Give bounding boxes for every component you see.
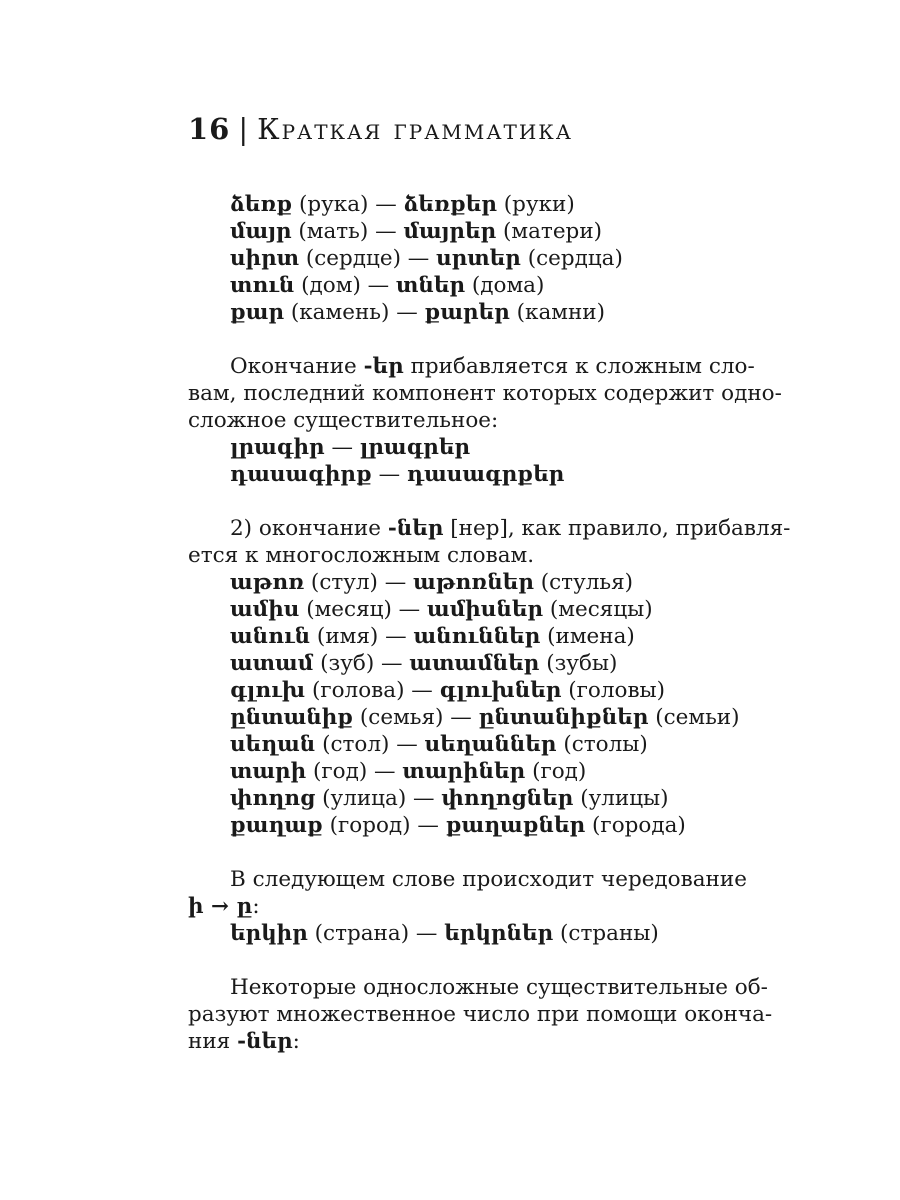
example-line: փողոց (улица) — փողոցներ (улицы) [230,786,669,811]
example-line: անուն (имя) — անուններ (имена) [230,624,635,649]
example-line: տարի (год) — տարիներ (год) [230,759,587,784]
paragraph-line: ния -ներ: [188,1029,300,1054]
example-line: ձեռք (рука) — ձեռքեր (руки) [230,192,575,217]
example-line: սեղան (стол) — սեղաններ (столы) [230,732,648,757]
paragraph-line: Некоторые односложные существительные об- [230,975,768,1000]
example-line: ընտանիք (семья) — ընտանիքներ (семьи) [230,705,740,730]
example-line: ատամ (зуб) — ատամներ (зубы) [230,651,618,676]
paragraph-line: ется к многосложным словам. [188,543,535,568]
example-line: աթոռ (стул) — աթոռներ (стулья) [230,570,634,595]
example-line: լրագիր — լրագրեր [230,435,471,460]
example-line: ամիս (месяц) — ամիսներ (месяцы) [230,597,653,622]
example-line: գլուխ (голова) — գլուխներ (головы) [230,678,666,703]
example-line: սիրտ (сердце) — սրտեր (сердца) [230,246,623,271]
paragraph-line: ի → ը: [188,894,260,919]
paragraph-line: 2) окончание -ներ [нер], как правило, прибавля- [230,516,791,541]
example-line: դասագիրք — դասագրքեր [230,462,565,487]
example-line: քաղաք (город) — քաղաքներ (города) [230,813,686,838]
paragraph-line: сложное существительное: [188,408,499,433]
paragraph-line: разуют множественное число при помощи оконча- [188,1002,773,1027]
paragraph-line: В следующем слове происходит чередование [230,867,747,892]
example-line: մայր (мать) — մայրեր (матери) [230,219,603,244]
header-separator: | [238,112,250,146]
paragraph-line: вам, последний компонент которых содержит одно- [188,381,782,406]
chapter-title: Краткая грамматика [257,112,573,146]
page-number: 16 [188,112,231,146]
paragraph-line: Окончание -եր прибавляется к сложным сло- [230,354,755,379]
running-header [188,112,573,146]
example-line: քար (камень) — քարեր (камни) [230,300,606,325]
example-line: տուն (дом) — տներ (дома) [230,273,545,298]
example-line: երկիր (страна) — երկրներ (страны) [230,921,659,946]
